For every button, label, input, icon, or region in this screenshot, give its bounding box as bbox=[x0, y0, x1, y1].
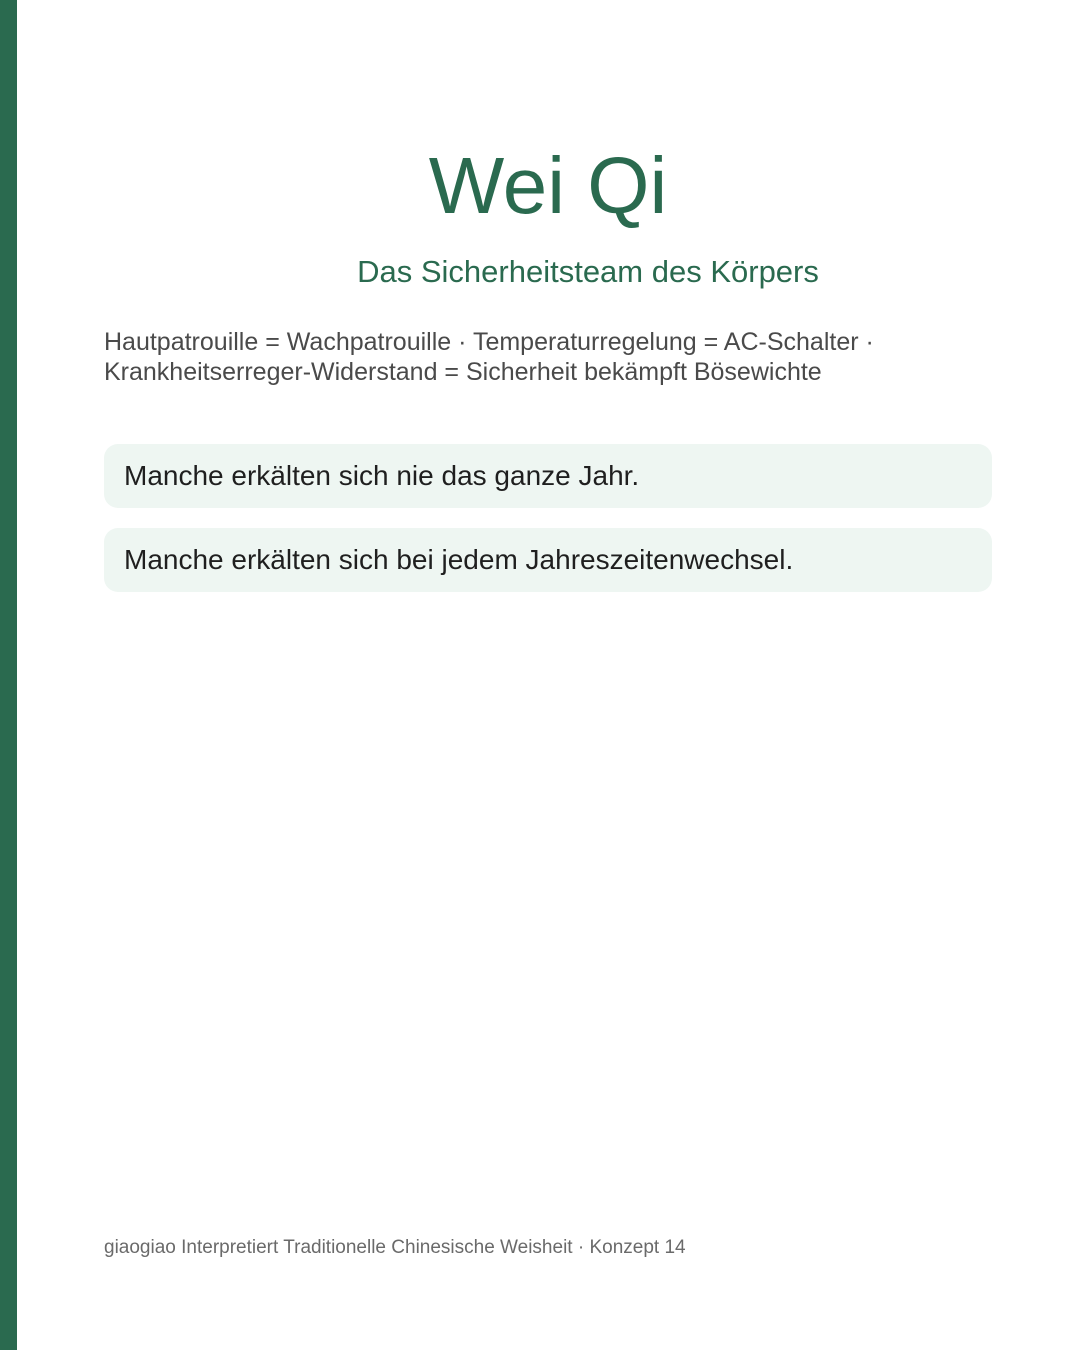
page-title: Wei Qi bbox=[428, 141, 668, 230]
footer-caption: giaogiao Interpretiert Traditionelle Chinesische Weisheit · Konzept 14 bbox=[104, 1237, 686, 1258]
description-line-1: Hautpatrouille = Wachpatrouille · Temperaturregelung = AC-Schalter · bbox=[104, 328, 874, 356]
example-card bbox=[104, 528, 992, 592]
description-line-2: Krankheitserreger-Widerstand = Sicherheit bekämpft Bösewichte bbox=[104, 358, 822, 386]
page-subtitle: Das Sicherheitsteam des Körpers bbox=[357, 254, 819, 289]
concept-description bbox=[104, 327, 984, 387]
example-card-text: Manche erkälten sich nie das ganze Jahr. bbox=[124, 460, 640, 491]
example-card bbox=[104, 444, 992, 508]
example-card-text: Manche erkälten sich bei jedem Jahreszeitenwechsel. bbox=[124, 544, 794, 575]
